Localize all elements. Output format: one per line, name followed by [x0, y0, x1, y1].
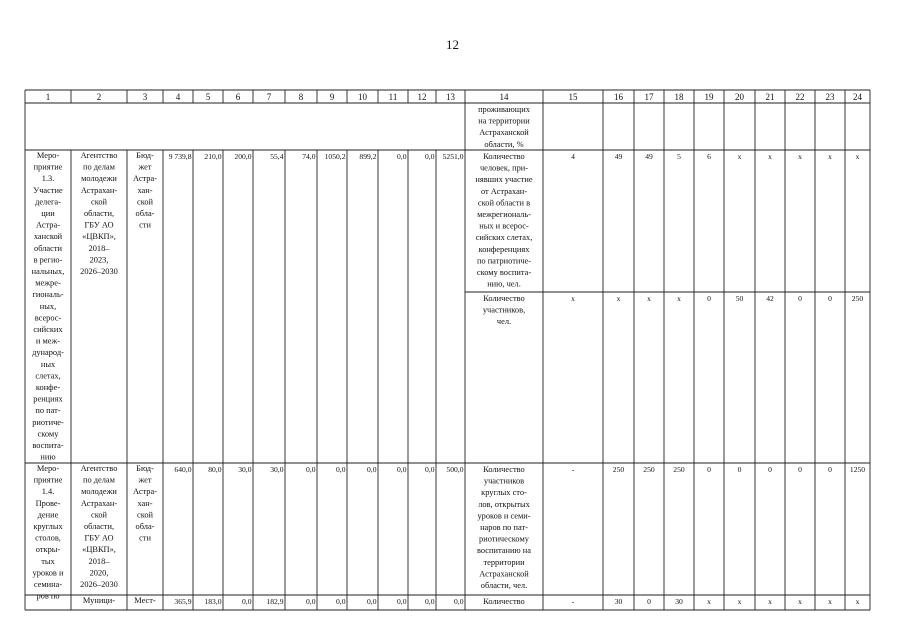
indicator-text: круглых сто- [481, 488, 527, 498]
funding-source-cell: Астра- [132, 174, 158, 184]
indicator-value: х [855, 597, 860, 606]
funding-source-cell: сти [139, 220, 151, 230]
funding-value: 30,0 [270, 465, 284, 474]
column-header: 7 [266, 92, 272, 102]
page-number: 12 [446, 37, 459, 52]
activity-name: ных [40, 359, 56, 369]
activity-name: Астра- [35, 220, 61, 230]
activity-name: воспита- [32, 441, 64, 450]
indicator-value: 250 [673, 465, 685, 474]
indicator-value: 1250 [849, 465, 866, 474]
indicator-value: - [571, 465, 575, 474]
indicator-value: 42 [766, 294, 774, 303]
indicator-text: наров по пат- [480, 523, 528, 532]
activity-name: круглых [33, 522, 63, 531]
activity-name: и меж- [35, 336, 61, 346]
funding-value: 0,0 [425, 597, 435, 606]
funding-source-cell: хан- [137, 185, 153, 195]
indicator-value: х [768, 152, 772, 161]
activity-name: приятие [33, 162, 63, 172]
indicator-value: х [616, 294, 621, 303]
executor-cell: по делам [83, 162, 115, 172]
activity-name: межре- [35, 278, 61, 288]
funding-value: 0,0 [425, 152, 435, 161]
indicator-text: скому воспита- [476, 268, 532, 277]
column-header: 6 [235, 92, 241, 102]
column-header: 2 [96, 92, 102, 102]
indicator-text: воспитанию на [477, 546, 531, 556]
activity-name: столов, [35, 533, 61, 543]
executor-cell: области, [83, 522, 115, 531]
indicator-value: 4 [571, 152, 575, 161]
column-header: 21 [765, 92, 775, 102]
funding-value: 0,0 [242, 597, 252, 606]
activity-name: ных, [39, 301, 57, 311]
funding-source-cell: обла- [135, 209, 155, 218]
funding-source-cell: Бюд- [136, 464, 154, 473]
activity-name: Меро- [36, 151, 60, 160]
indicator-text: чел. [496, 317, 512, 327]
indicator-value: 0 [707, 465, 711, 474]
funding-value: 55,4 [270, 152, 284, 161]
funding-source-cell: жет [138, 162, 152, 172]
column-header: 12 [417, 92, 427, 102]
indicator-value: х [647, 294, 651, 303]
indicator-text: уроков и семи- [477, 511, 531, 521]
indicator-value: х [768, 597, 772, 606]
column-header: 16 [614, 92, 623, 102]
activity-name: всерос- [34, 313, 62, 323]
funding-value: 0,0 [336, 597, 346, 606]
column-header: 14 [499, 92, 509, 102]
indicator-value: 5 [677, 152, 681, 161]
indicator-text: территории [483, 557, 525, 567]
indicator-value: 250 [851, 294, 864, 303]
column-header: 19 [704, 92, 714, 102]
column-header: 8 [298, 92, 304, 102]
activity-name: дународ- [32, 348, 64, 358]
activity-name: ханской [33, 232, 63, 242]
indicator-value: 49 [645, 152, 653, 161]
activity-name: откры- [35, 545, 61, 555]
indicator-value: 30 [675, 597, 683, 606]
activity-name: конфе- [35, 383, 61, 392]
indicator-text: ных и всерос- [479, 221, 529, 231]
funding-source-cell: Бюд- [136, 151, 154, 160]
indicator-value: х [737, 152, 742, 161]
indicator-value: 0 [768, 465, 772, 474]
executor-cell: молодежи [81, 487, 117, 497]
activity-name: скому [37, 429, 59, 439]
indicator-text: участников, [482, 305, 526, 315]
executor-cell: 2018– [88, 243, 110, 253]
indicator-value: х [828, 152, 832, 161]
column-header: 5 [205, 92, 211, 102]
funding-source-cell: сти [139, 533, 151, 543]
funding-value: 0,0 [454, 597, 464, 606]
activity-name: в регио- [33, 255, 63, 265]
indicator-value: 250 [643, 465, 655, 474]
funding-value: 0,0 [397, 597, 407, 606]
indicator-value: х [707, 597, 711, 606]
activity-name: тых [41, 556, 55, 566]
executor-cell: «ЦВКП», [82, 545, 116, 555]
indicator-value: 0 [798, 294, 802, 303]
indicator-value: 0 [737, 465, 742, 474]
activity-name: по пат- [35, 406, 61, 416]
funding-value: 182,9 [266, 597, 284, 606]
column-header: 22 [795, 92, 805, 102]
indicator-text: проживающих [478, 105, 530, 114]
funding-value: 640,0 [174, 465, 192, 474]
indicator-text: Количество [483, 465, 525, 474]
funding-value: 74,0 [302, 152, 316, 161]
funding-value: 183,0 [204, 597, 222, 606]
executor-cell: «ЦВКП», [82, 232, 116, 242]
indicator-text: нявших участие [475, 175, 533, 185]
column-header: 18 [674, 92, 684, 102]
column-header: 20 [735, 92, 744, 102]
column-header: 9 [329, 92, 335, 102]
executor-cell: ГБУ АО [84, 533, 114, 543]
activity-name: нальных, [31, 267, 65, 276]
funding-source-cell: хан- [137, 498, 153, 508]
activity-name: 1.4. [41, 487, 55, 497]
column-header: 13 [446, 92, 455, 102]
indicator-text: от Астрахан- [480, 186, 528, 196]
executor-cell: 2018– [88, 556, 110, 566]
column-header: 24 [853, 92, 862, 102]
executor-cell: по делам [83, 475, 115, 485]
activity-name: дение [37, 510, 59, 520]
funding-value: 30,0 [238, 465, 252, 474]
indicator-value: х [828, 597, 832, 606]
activity-name: ции [41, 209, 55, 218]
column-header: 15 [568, 92, 578, 102]
activity-name: Участие [33, 185, 63, 195]
indicator-value: х [855, 152, 860, 161]
funding-source-cell: Мест- [134, 596, 156, 605]
activity-name: приятие [33, 475, 63, 485]
indicator-value: 250 [612, 465, 625, 474]
funding-value: 0,0 [306, 465, 316, 474]
indicator-text: ской области в [477, 198, 531, 208]
funding-value: 0,0 [306, 597, 316, 606]
funding-source-cell: ской [136, 197, 154, 207]
column-header: 11 [388, 92, 398, 102]
executor-cell: молодежи [81, 174, 117, 184]
indicator-text: по патриотиче- [476, 256, 532, 266]
indicator-text: на территории [478, 116, 530, 126]
executor-cell: 2026–2030 [80, 580, 118, 589]
funding-value: 0,0 [367, 597, 377, 606]
indicator-value: 0 [707, 294, 711, 303]
column-header: 4 [175, 92, 181, 102]
funding-value: 5251,0 [442, 152, 464, 161]
indicator-text: лов, открытых [478, 499, 530, 509]
executor-cell: ской [90, 510, 108, 520]
funding-value: 200,0 [234, 152, 252, 161]
indicator-value: 0 [798, 465, 802, 474]
indicator-value: х [677, 294, 681, 303]
executor-cell: Астрахан- [80, 185, 118, 195]
activity-name: ренциях [33, 394, 63, 404]
indicator-text: риотическому [479, 534, 529, 544]
funding-source-cell: Астра- [132, 487, 158, 497]
indicator-text: нию, чел. [487, 279, 521, 289]
indicator-text: конференциях [478, 244, 530, 254]
funding-value: 1050,2 [324, 152, 346, 161]
column-header: 23 [825, 92, 835, 102]
indicator-value: - [571, 597, 575, 606]
indicator-text: Астраханской [479, 569, 529, 579]
funding-value: 365,9 [174, 597, 192, 606]
executor-cell: 2023, [89, 255, 109, 265]
activity-name: Меро- [36, 464, 60, 473]
funding-value: 0,0 [397, 465, 407, 474]
activity-name: слетах, [35, 371, 61, 381]
indicator-text: участников [483, 476, 525, 486]
activity-name: делега- [35, 197, 61, 207]
funding-value: 0,0 [425, 465, 435, 474]
indicator-value: 50 [735, 294, 744, 303]
activity-name: 1.3. [41, 174, 55, 184]
funding-source-cell: жет [138, 475, 152, 485]
activity-name: риотиче- [32, 417, 64, 427]
funding-source-cell: обла- [135, 522, 155, 531]
activity-name: нию [40, 452, 56, 462]
executor-cell: ской [90, 197, 108, 207]
activity-name: области [34, 243, 62, 253]
funding-value: 899,2 [359, 152, 377, 161]
executor-cell: ГБУ АО [84, 220, 114, 230]
funding-value: 500,0 [446, 465, 464, 474]
executor-cell: Астрахан- [80, 498, 118, 508]
indicator-value: 30 [614, 597, 623, 606]
indicator-text: Количество [483, 294, 525, 303]
funding-value: 0,0 [336, 465, 346, 474]
executor-cell: области, [83, 209, 115, 218]
indicator-text: человек, при- [479, 163, 529, 173]
funding-value: 210,0 [204, 152, 222, 161]
indicator-text: Количество [483, 597, 525, 606]
indicator-value: 0 [828, 294, 832, 303]
indicator-text: Количество [483, 152, 525, 161]
column-header: 17 [644, 92, 654, 102]
indicator-value: х [571, 294, 575, 303]
funding-value: 9 739,8 [168, 152, 192, 161]
executor-cell: Агентство [80, 464, 118, 473]
activity-name: уроков и [32, 568, 64, 578]
executor-cell: 2020, [89, 568, 109, 578]
indicator-value: х [737, 597, 742, 606]
indicator-text: Астраханской [479, 128, 529, 138]
executor-cell: Агентство [80, 151, 118, 160]
indicator-value: 49 [614, 152, 623, 161]
indicator-text: области, чел. [480, 581, 528, 590]
column-header: 3 [142, 92, 148, 102]
activity-name: сийских [33, 325, 63, 334]
activity-name: ров по [36, 591, 60, 601]
funding-value: 0,0 [367, 465, 377, 474]
activity-name: Прове- [35, 498, 61, 508]
column-header: 1 [45, 92, 51, 102]
indicator-text: сийских слетах, [475, 233, 533, 243]
indicator-value: 0 [647, 597, 651, 606]
indicator-value: х [798, 597, 802, 606]
indicator-value: 0 [828, 465, 832, 474]
activity-name: гиональ- [32, 290, 64, 300]
column-header: 10 [358, 92, 367, 102]
indicator-value: х [798, 152, 802, 161]
indicator-text: межрегиональ- [477, 210, 531, 219]
activity-name: семина- [33, 580, 63, 589]
funding-source-cell: ской [136, 510, 154, 520]
executor-cell: 2026–2030 [80, 267, 118, 276]
funding-value: 80,0 [208, 465, 222, 474]
indicator-value: 6 [707, 152, 711, 161]
executor-cell: Муници- [82, 596, 116, 605]
indicator-text: области, % [484, 139, 524, 149]
funding-value: 0,0 [397, 152, 407, 161]
